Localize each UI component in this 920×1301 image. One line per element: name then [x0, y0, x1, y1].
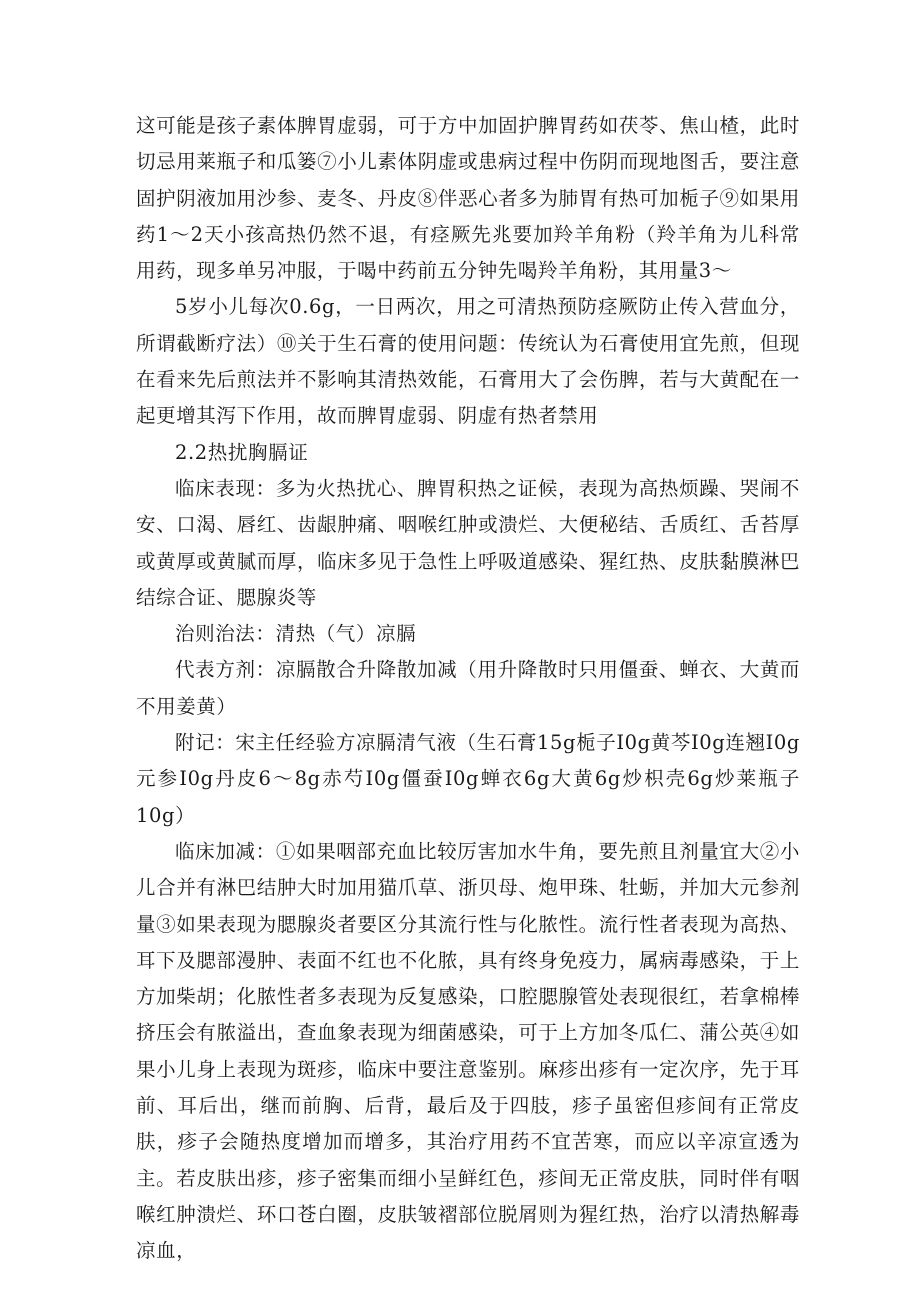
- paragraph-clinical-manifestation: 临床表现：多为火热扰心、脾胃积热之证候，表现为高热烦躁、哭闹不安、口渴、唇红、齿龈肿痛、咽喉红肿或溃烂、大便秘结、舌质红、舌苔厚或黄厚或黄腻而厚，临床多见于急性上呼吸道感染、猩红热、皮肤黏膜淋巴结综合证、腮腺炎等: [136, 476, 800, 609]
- paragraph-1: 这可能是孩子素体脾胃虚弱，可于方中加固护脾胃药如茯苓、焦山楂，此时切忌用莱瓶子和瓜篓⑦小儿素体阴虚或患病过程中伤阴而现地图舌，要注意固护阴液加用沙参、麦冬、丹皮⑧伴恶心者多为肺胃有热可加栀子⑨如果用药1～2天小孩高热仍然不退，有痉厥先兆要加羚羊角粉（羚羊角为儿科常用药，现多单另冲服，于喝中药前五分钟先喝羚羊角粉，其用量3～: [136, 114, 800, 283]
- section-heading: 2.2热扰胸膈证: [175, 440, 309, 464]
- document-body: [136, 108, 800, 1270]
- paragraph-clinical-modification: 临床加减：①如果咽部充血比较厉害加水牛角，要先煎且剂量宜大②小儿合并有淋巴结肿大时加用猫爪草、浙贝母、炮甲珠、牡蛎，并加大元参剂量③如果表现为腮腺炎者要区分其流行性与化脓性。流行性者表现为高热、耳下及腮部漫肿、表面不红也不化脓，具有终身免疫力，属病毒感染，于上方加柴胡；化脓性者多表现为反复感染，口腔腮腺管处表现很红，若拿棉棒挤压会有脓溢出，查血象表现为细菌感染，可于上方加冬瓜仁、蒲公英④如果小儿身上表现为斑疹，临床中要注意鉴别。麻疹出疹有一定次序，先于耳前、耳后出，继而前胸、后背，最后及于四肢，疹子虽密但疹间有正常皮肤，疹子会随热度增加而增多，其治疗用药不宜苦寒，而应以辛凉宣透为主。若皮肤出疹，疹子密集而细小呈鲜红色，疹间无正常皮肤，同时伴有咽喉红肿溃烂、环口苍白圈，皮肤皱褶部位脱屑则为猩红热，治疗以清热解毒凉血，: [136, 839, 800, 1263]
- paragraph-appendix-note: 附记：宋主任经验方凉膈清气液（生石膏15g栀子I0g黄芩I0g连翘I0g元参I0g丹皮6～8g赤芍I0g僵蚕I0g蝉衣6g大黄6g炒枳壳6g炒莱瓶子10g）: [136, 731, 800, 827]
- paragraph-representative-formula: 代表方剂：凉膈散合升降散加减（用升降散时只用僵蚕、蝉衣、大黄而不用姜黄）: [136, 658, 800, 718]
- paragraph-2: 5岁小儿每次0.6g，一日两次，用之可清热预防痉厥防止传入营血分，所谓截断疗法）⑩关于生石膏的使用问题：传统认为石膏使用宜先煎，但现在看来先后煎法并不影响其清热效能，石膏用大了会伤脾，若与大黄配在一起更增其泻下作用，故而脾胃虚弱、阴虚有热者禁用: [136, 295, 800, 428]
- paragraph-treatment-principle: 治则治法：清热（气）凉膈: [175, 622, 417, 646]
